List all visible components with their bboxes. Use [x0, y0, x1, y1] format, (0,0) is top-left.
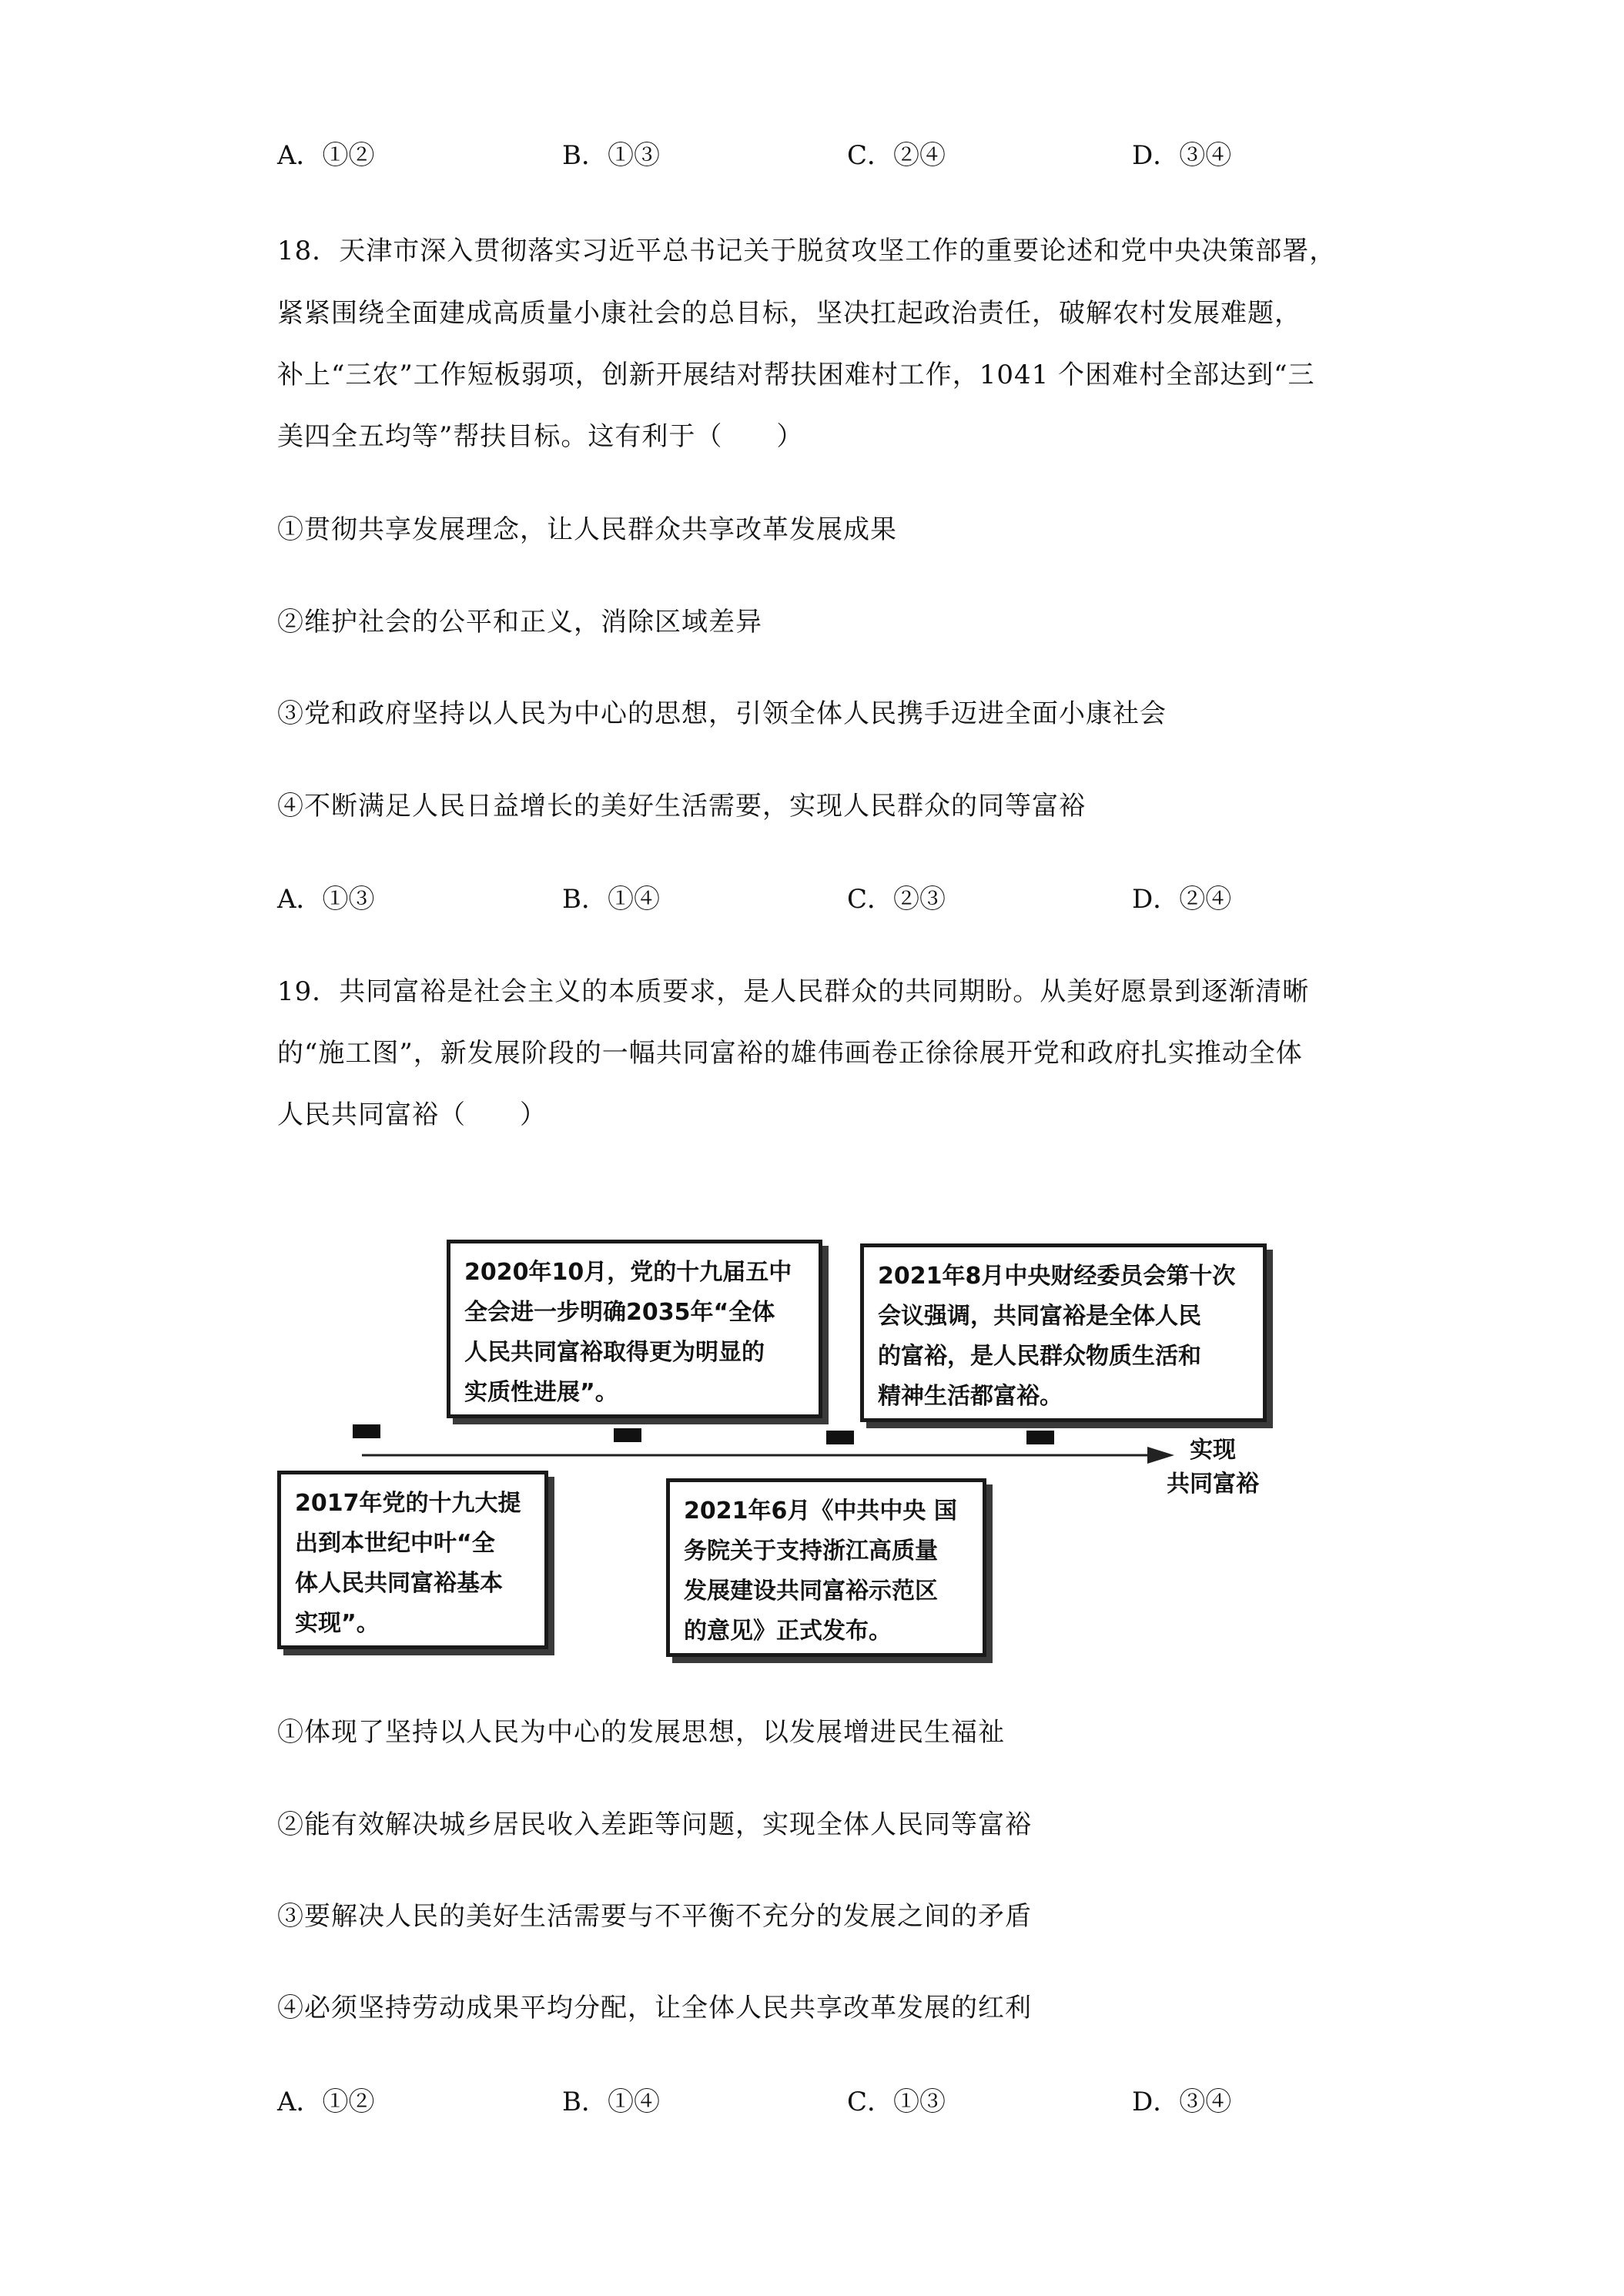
q18-stem-line-2: 紧紧围绕全面建成高质量小康社会的总目标，坚决扛起政治责任，破解农村发展难题，: [277, 298, 1301, 329]
q19-option-b: B．①④: [562, 2087, 660, 2117]
q18-option-b: B．①④: [562, 884, 660, 915]
q18-item-2: ②维护社会的公平和正义，消除区域差异: [277, 607, 762, 638]
q19-option-c: C．①③: [847, 2087, 946, 2117]
box-2017-line-3: 体人民共同富裕基本: [295, 1570, 503, 1597]
q17-option-c: C．②④: [847, 140, 946, 171]
box-2020-line-4: 实质性进展”。: [464, 1379, 618, 1406]
box-2021-6-line-1: 2021年6月《中共中央 国: [684, 1498, 957, 1525]
q19-stem-line-2: 的“施工图”，新发展阶段的一幅共同富裕的雄伟画卷正徐徐展开党和政府扎实推动全体: [277, 1038, 1303, 1069]
timeline-marker-2021-6: [826, 1431, 854, 1444]
box-2020-line-2: 全会进一步明确2035年“全体: [464, 1299, 775, 1326]
timeline-marker-2020: [614, 1428, 641, 1442]
q18-item-1: ①贯彻共享发展理念，让人民群众共享改革发展成果: [277, 514, 897, 545]
q18-stem-line-3: 补上“三农”工作短板弱项，创新开展结对帮扶困难村工作，1041 个困难村全部达到“三: [277, 360, 1315, 390]
timeline-marker-2017: [353, 1424, 380, 1438]
box-2020-line-1: 2020年10月，党的十九届五中: [464, 1259, 792, 1286]
q19-item-4: ④必须坚持劳动成果平均分配，让全体人民共享改革发展的红利: [277, 1993, 1032, 2023]
end-label-line-2: 共同富裕: [1167, 1471, 1259, 1498]
q19-item-1: ①体现了坚持以人民为中心的发展思想，以发展增进民生福祉: [277, 1717, 1005, 1748]
q18-stem-line-1: 18．天津市深入贯彻落实习近平总书记关于脱贫攻坚工作的重要论述和党中央决策部署，: [277, 236, 1337, 266]
box-2021-8-line-2: 会议强调，共同富裕是全体人民: [878, 1303, 1201, 1330]
timeline-box-2021-8: [860, 1243, 1267, 1422]
box-2021-8-line-3: 的富裕，是人民群众物质生活和: [878, 1343, 1201, 1370]
timeline-marker-2021-8: [1026, 1431, 1054, 1444]
q18-option-a: A．①③: [277, 884, 375, 915]
q18-option-c: C．②③: [847, 884, 946, 915]
q19-option-a: A．①②: [277, 2087, 375, 2117]
timeline-end-label: [1147, 1434, 1278, 1501]
timeline-box-2020: [447, 1240, 822, 1418]
box-2017-line-4: 实现”。: [295, 1610, 380, 1637]
box-2020-line-3: 人民共同富裕取得更为明显的: [464, 1339, 765, 1366]
end-label-line-1: 实现: [1190, 1437, 1236, 1464]
q19-item-3: ③要解决人民的美好生活需要与不平衡不充分的发展之间的矛盾: [277, 1901, 1032, 1932]
box-2017-line-1: 2017年党的十九大提: [295, 1490, 521, 1517]
box-2021-6-line-4: 的意见》正式发布。: [684, 1618, 892, 1645]
q18-item-4: ④不断满足人民日益增长的美好生活需要，实现人民群众的同等富裕: [277, 791, 1086, 822]
timeline-box-2017: [277, 1471, 548, 1649]
box-2021-6-line-2: 务院关于支持浙江高质量: [684, 1538, 938, 1565]
box-2021-6-line-3: 发展建设共同富裕示范区: [684, 1578, 938, 1605]
q19-option-d: D．③④: [1132, 2087, 1232, 2117]
q17-option-b: B．①③: [562, 140, 660, 171]
q17-option-a: A．①②: [277, 140, 375, 171]
q18-stem-line-4: 美四全五均等”帮扶目标。这有利于（ ）: [277, 421, 804, 452]
box-2021-8-line-4: 精神生活都富裕。: [878, 1383, 1063, 1410]
q18-option-d: D．②④: [1132, 884, 1232, 915]
q19-item-2: ②能有效解决城乡居民收入差距等问题，实现全体人民同等富裕: [277, 1809, 1032, 1840]
box-2017-line-2: 出到本世纪中叶“全: [295, 1530, 495, 1557]
timeline-box-2021-6: [666, 1478, 986, 1657]
box-2021-8-line-1: 2021年8月中央财经委员会第十次: [878, 1263, 1236, 1290]
q18-item-3: ③党和政府坚持以人民为中心的思想，引领全体人民携手迈进全面小康社会: [277, 698, 1167, 729]
q17-option-d: D．③④: [1132, 140, 1232, 171]
q19-stem-line-3: 人民共同富裕（ ）: [277, 1099, 547, 1130]
q19-stem-line-1: 19．共同富裕是社会主义的本质要求，是人民群众的共同期盼。从美好愿景到逐渐清晰: [277, 976, 1310, 1007]
